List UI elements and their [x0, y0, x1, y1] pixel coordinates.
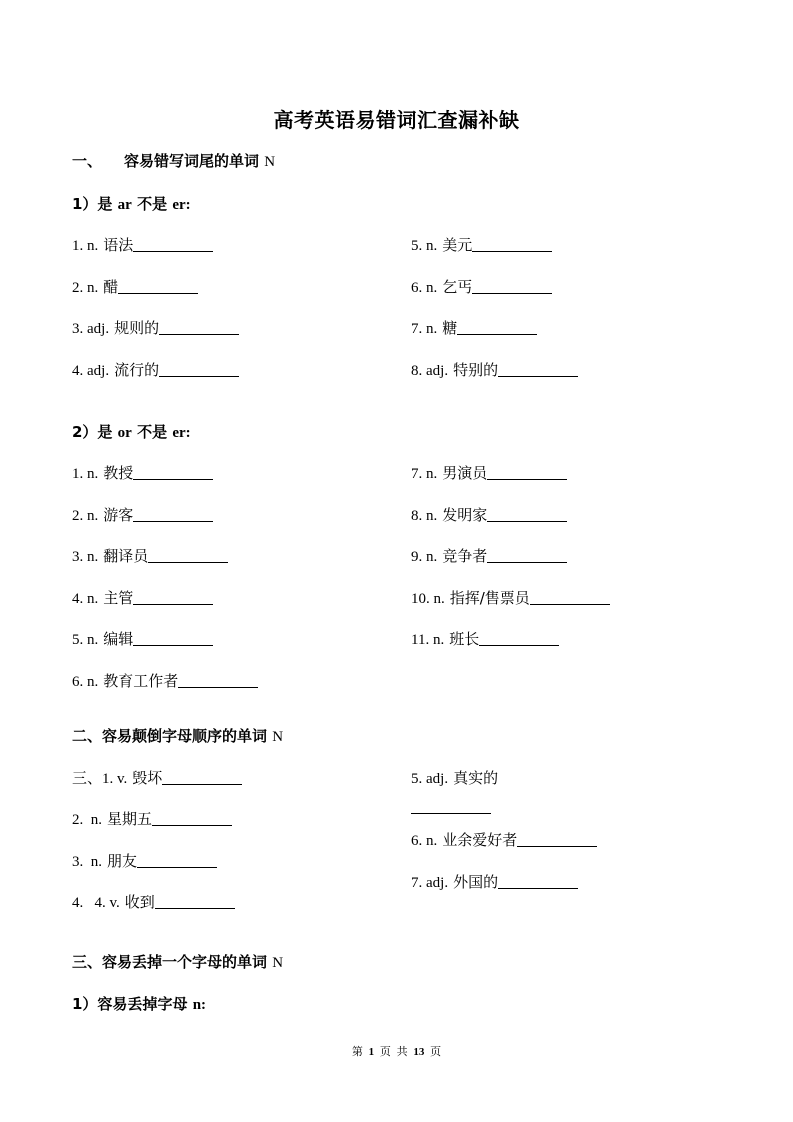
- list-item: [411, 871, 578, 892]
- answer-blank[interactable]: [472, 278, 552, 294]
- list-item: [72, 234, 213, 255]
- list-item: [72, 808, 232, 829]
- item-number: 9. n.: [411, 549, 438, 565]
- item-number: 1. n.: [72, 466, 99, 482]
- footer-text: 第: [351, 1046, 363, 1058]
- answer-blank[interactable]: [530, 589, 610, 605]
- item-number: 7. n.: [411, 466, 438, 482]
- item-text: 流行的: [114, 361, 160, 379]
- item-number: 6. n.: [411, 280, 438, 296]
- item-text: 乞丐: [442, 278, 473, 296]
- list-item: [411, 504, 567, 525]
- item-text: 男演员: [442, 464, 488, 482]
- subsection-latin: er:: [172, 425, 191, 441]
- answer-blank[interactable]: [159, 319, 239, 335]
- answer-blank[interactable]: [517, 831, 597, 847]
- item-text: 特别的: [453, 361, 499, 379]
- list-item: [411, 829, 597, 850]
- answer-blank[interactable]: [457, 319, 537, 335]
- list-item: [411, 628, 559, 649]
- list-item: [411, 359, 578, 380]
- item-number: 7. n.: [411, 321, 438, 337]
- answer-blank[interactable]: [133, 589, 213, 605]
- list-item: [411, 276, 552, 297]
- item-text: 毁坏: [132, 769, 163, 787]
- answer-blank[interactable]: [137, 852, 217, 868]
- item-number: 8. adj.: [411, 363, 449, 379]
- subsection-label: 2）是: [72, 423, 113, 441]
- list-item: [411, 234, 552, 255]
- answer-blank[interactable]: [133, 506, 213, 522]
- list-item: [411, 767, 498, 788]
- answer-blank[interactable]: [498, 873, 578, 889]
- item-number: 3. n.: [72, 854, 102, 870]
- subsection-latin: ar: [117, 197, 132, 213]
- item-text: 指挥/售票员: [449, 589, 530, 607]
- item-text: 班长: [449, 630, 480, 648]
- subsection-latin: or: [117, 425, 132, 441]
- item-number: 4. 4. v.: [72, 895, 120, 911]
- item-number: 10. n.: [411, 591, 445, 607]
- item-number: 5. adj.: [411, 771, 449, 787]
- item-text: 游客: [103, 506, 134, 524]
- list-item: [72, 850, 217, 871]
- answer-blank[interactable]: [133, 236, 213, 252]
- item-number: 2. n.: [72, 280, 99, 296]
- item-number: 6. n.: [411, 833, 438, 849]
- list-item: [72, 670, 258, 691]
- answer-blank[interactable]: [411, 812, 491, 814]
- answer-blank[interactable]: [133, 464, 213, 480]
- item-number: 1. v.: [102, 771, 128, 787]
- list-item: [411, 462, 567, 483]
- footer-text: 页 共: [379, 1046, 408, 1058]
- footer-total-pages: 13: [413, 1046, 425, 1058]
- section-1-prefix: 一、: [72, 152, 103, 170]
- item-number: 11. n.: [411, 632, 445, 648]
- answer-blank[interactable]: [152, 810, 232, 826]
- subsection-label: 1）容易丢掉字母: [72, 995, 188, 1013]
- footer-page-number: 1: [368, 1046, 375, 1058]
- item-text: 竞争者: [442, 547, 488, 565]
- item-text: 业余爱好者: [442, 831, 518, 849]
- item-number: 5. n.: [411, 238, 438, 254]
- item-number: 2. n.: [72, 812, 102, 828]
- subsection-latin: n:: [192, 997, 207, 1013]
- item-text: 糖: [442, 319, 458, 337]
- item-number: 4. adj.: [72, 363, 110, 379]
- item-number: 5. n.: [72, 632, 99, 648]
- item-text: 主管: [103, 589, 134, 607]
- page-title: 高考英语易错词汇查漏补缺: [273, 108, 520, 132]
- item-text: 朋友: [107, 852, 138, 870]
- subsection-1-1-heading: [72, 193, 191, 214]
- section-3-heading: [72, 951, 283, 972]
- answer-blank[interactable]: [487, 547, 567, 563]
- list-item: [72, 767, 242, 788]
- answer-blank[interactable]: [133, 630, 213, 646]
- item-number: 3. adj.: [72, 321, 110, 337]
- item-text: 编辑: [103, 630, 134, 648]
- list-item: [411, 545, 567, 566]
- footer-text: 页: [430, 1046, 442, 1058]
- item-prefix: 三、: [72, 769, 103, 787]
- item-number: 2. n.: [72, 508, 99, 524]
- section-1-heading: [72, 150, 275, 171]
- list-item: [72, 587, 213, 608]
- section-3-tag: N: [272, 955, 284, 971]
- subsection-label: 1）是: [72, 195, 113, 213]
- section-2-label: 二、容易颠倒字母顺序的单词: [72, 727, 268, 745]
- item-text: 规则的: [114, 319, 160, 337]
- item-text: 外国的: [453, 873, 499, 891]
- answer-blank[interactable]: [498, 361, 578, 377]
- answer-blank[interactable]: [118, 278, 198, 294]
- answer-blank[interactable]: [479, 630, 559, 646]
- list-item: [411, 317, 537, 338]
- item-text: 美元: [442, 236, 473, 254]
- subsection-latin: er:: [172, 197, 191, 213]
- section-1-label: 容易错写词尾的单词: [124, 152, 260, 170]
- section-2-heading: [72, 725, 283, 746]
- answer-blank[interactable]: [487, 464, 567, 480]
- item-text: 醋: [103, 278, 119, 296]
- list-item: [72, 317, 239, 338]
- item-number: 8. n.: [411, 508, 438, 524]
- answer-blank[interactable]: [155, 893, 235, 909]
- list-item: [72, 891, 235, 912]
- answer-blank-wrapped[interactable]: [411, 812, 491, 814]
- item-text: 真实的: [453, 769, 499, 787]
- list-item: [72, 628, 213, 649]
- list-item: [411, 587, 610, 608]
- item-number: 4. n.: [72, 591, 99, 607]
- subsection-1-2-heading: [72, 421, 191, 442]
- item-text: 教授: [103, 464, 134, 482]
- list-item: [72, 359, 239, 380]
- item-text: 教育工作者: [103, 672, 179, 690]
- subsection-3-1-heading: [72, 993, 206, 1014]
- list-item: [72, 462, 213, 483]
- section-3-label: 三、容易丢掉一个字母的单词: [72, 953, 268, 971]
- subsection-label: 不是: [137, 423, 168, 441]
- list-item: [72, 545, 228, 566]
- answer-blank[interactable]: [159, 361, 239, 377]
- item-number: 6. n.: [72, 674, 99, 690]
- item-number: 7. adj.: [411, 875, 449, 891]
- subsection-label: 不是: [137, 195, 168, 213]
- item-text: 发明家: [442, 506, 488, 524]
- item-text: 收到: [124, 893, 155, 911]
- answer-blank[interactable]: [162, 769, 242, 785]
- list-item: [72, 276, 198, 297]
- list-item: [72, 504, 213, 525]
- item-text: 翻译员: [103, 547, 149, 565]
- item-number: 3. n.: [72, 549, 99, 565]
- answer-blank[interactable]: [178, 672, 258, 688]
- answer-blank[interactable]: [487, 506, 567, 522]
- answer-blank[interactable]: [472, 236, 552, 252]
- item-text: 语法: [103, 236, 134, 254]
- page-footer: [0, 1043, 793, 1059]
- answer-blank[interactable]: [148, 547, 228, 563]
- item-number: 1. n.: [72, 238, 99, 254]
- item-text: 星期五: [107, 810, 153, 828]
- section-2-tag: N: [272, 729, 284, 745]
- section-1-tag: N: [264, 154, 276, 170]
